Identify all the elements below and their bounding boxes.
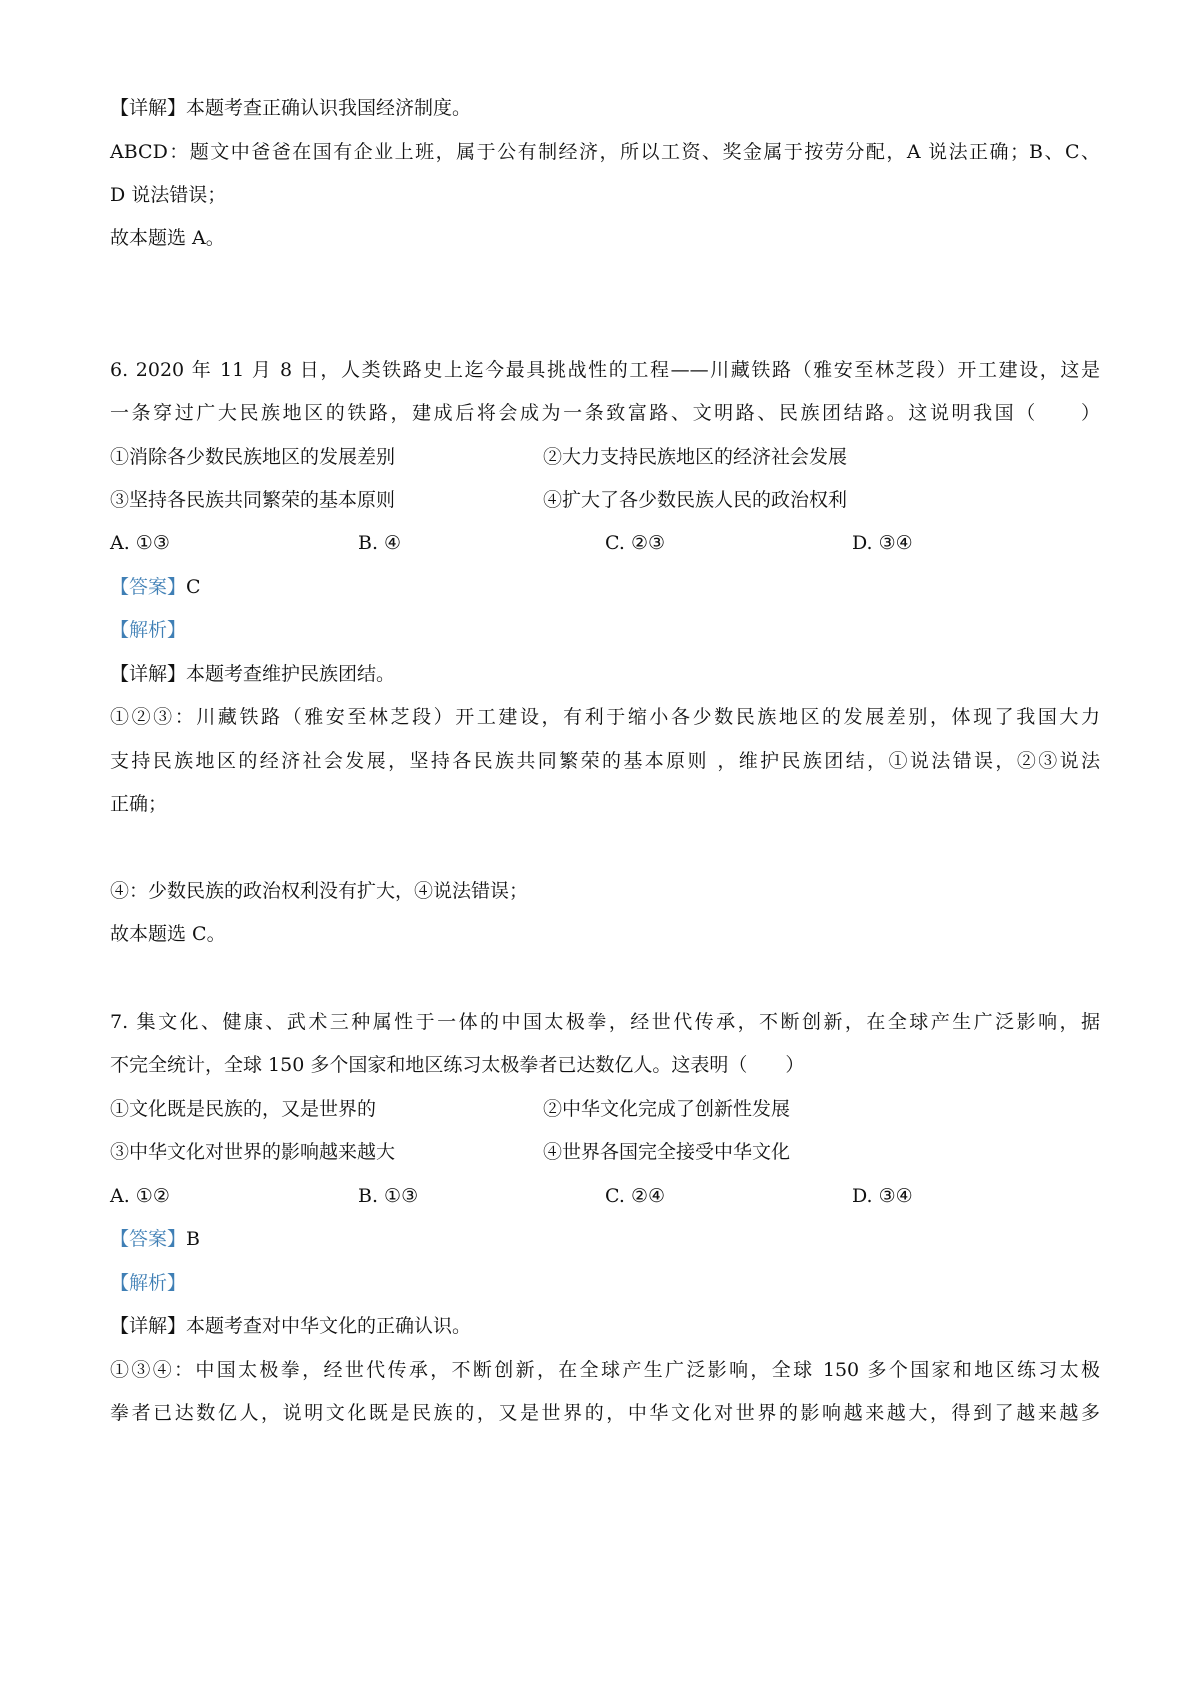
q6-answer xyxy=(110,575,201,599)
q7-option-1: ①文化既是民族的，又是世界的 xyxy=(110,1098,377,1120)
q7-option-2: ②中华文化完成了创新性发展 xyxy=(543,1098,791,1120)
q6-option-1: ①消除各少数民族地区的发展差别 xyxy=(110,446,396,468)
q7-answer-value: B xyxy=(186,1228,200,1250)
q7-stem-line-1: 7. 集文化、健康、武术三种属性于一体的中国太极拳，经世代传承，不断创新，在全球产生广泛影响，据 xyxy=(110,1011,1100,1033)
q6-stem-line-1: 6. 2020 年 11 月 8 日，人类铁路史上迄今最具挑战性的工程——川藏铁路（雅安至林芝段）开工建设，这是 xyxy=(110,359,1100,381)
q7-choice-c: C. ②④ xyxy=(605,1185,666,1207)
q7-answer xyxy=(110,1227,200,1251)
q6-choice-b: B. ④ xyxy=(358,532,402,554)
q7-option-3: ③中华文化对世界的影响越来越大 xyxy=(110,1141,396,1163)
q6-analysis-label: 【解析】 xyxy=(110,619,187,641)
q7-analysis-label: 【解析】 xyxy=(110,1272,187,1294)
q7-stem-line-2: 不完全统计，全球 150 多个国家和地区练习太极拳者已达数亿人。这表明（ ） xyxy=(110,1054,805,1076)
q6-choice-d: D. ③④ xyxy=(852,532,913,554)
q7-choice-b: B. ①③ xyxy=(358,1185,419,1207)
q7-detail: 【详解】本题考查对中华文化的正确认识。 xyxy=(110,1315,472,1337)
q5-conclusion: 故本题选 A。 xyxy=(110,227,225,249)
q6-analysis-line-1: ①②③：川藏铁路（雅安至林芝段）开工建设，有利于缩小各少数民族地区的发展差别，体现了我国大力 xyxy=(110,706,1100,728)
q6-analysis-line-3: 正确； xyxy=(110,793,168,815)
q7-choice-d: D. ③④ xyxy=(852,1185,913,1207)
q7-analysis-line-1: ①③④：中国太极拳，经世代传承，不断创新，在全球产生广泛影响，全球 150 多个国家和地区练习太极 xyxy=(110,1359,1100,1381)
q7-option-4: ④世界各国完全接受中华文化 xyxy=(543,1141,791,1163)
q6-option-3: ③坚持各民族共同繁荣的基本原则 xyxy=(110,489,396,511)
q7-answer-label: 【答案】 xyxy=(110,1228,187,1250)
q7-analysis-line-2: 拳者已达数亿人，说明文化既是民族的，又是世界的，中华文化对世界的影响越来越大，得到了越来越多 xyxy=(110,1402,1100,1424)
q6-analysis-line-4: ④：少数民族的政治权利没有扩大，④说法错误； xyxy=(110,880,529,902)
q6-choice-c: C. ②③ xyxy=(605,532,666,554)
q7-choice-a: A. ①② xyxy=(110,1185,170,1207)
q6-answer-value: C xyxy=(186,576,201,598)
q5-detail: 【详解】本题考查正确认识我国经济制度。 xyxy=(110,97,472,119)
q6-option-2: ②大力支持民族地区的经济社会发展 xyxy=(543,446,848,468)
q6-analysis-line-2: 支持民族地区的经济社会发展，坚持各民族共同繁荣的基本原则 ，维护民族团结，①说法错误，②③说法 xyxy=(110,750,1100,772)
q6-detail: 【详解】本题考查维护民族团结。 xyxy=(110,663,396,685)
q6-stem-line-2: 一条穿过广大民族地区的铁路，建成后将会成为一条致富路、文明路、民族团结路。这说明我国（ ） xyxy=(110,402,1100,424)
q6-option-4: ④扩大了各少数民族人民的政治权利 xyxy=(543,489,848,511)
q6-choice-a: A. ①③ xyxy=(110,532,170,554)
q6-answer-label: 【答案】 xyxy=(110,576,187,598)
q5-analysis-line-1: ABCD：题文中爸爸在国有企业上班，属于公有制经济，所以工资、奖金属于按劳分配，A 说法正确；B、C、 xyxy=(110,141,1100,163)
q5-analysis-line-2: D 说法错误； xyxy=(110,184,227,206)
q6-conclusion: 故本题选 C。 xyxy=(110,923,226,945)
